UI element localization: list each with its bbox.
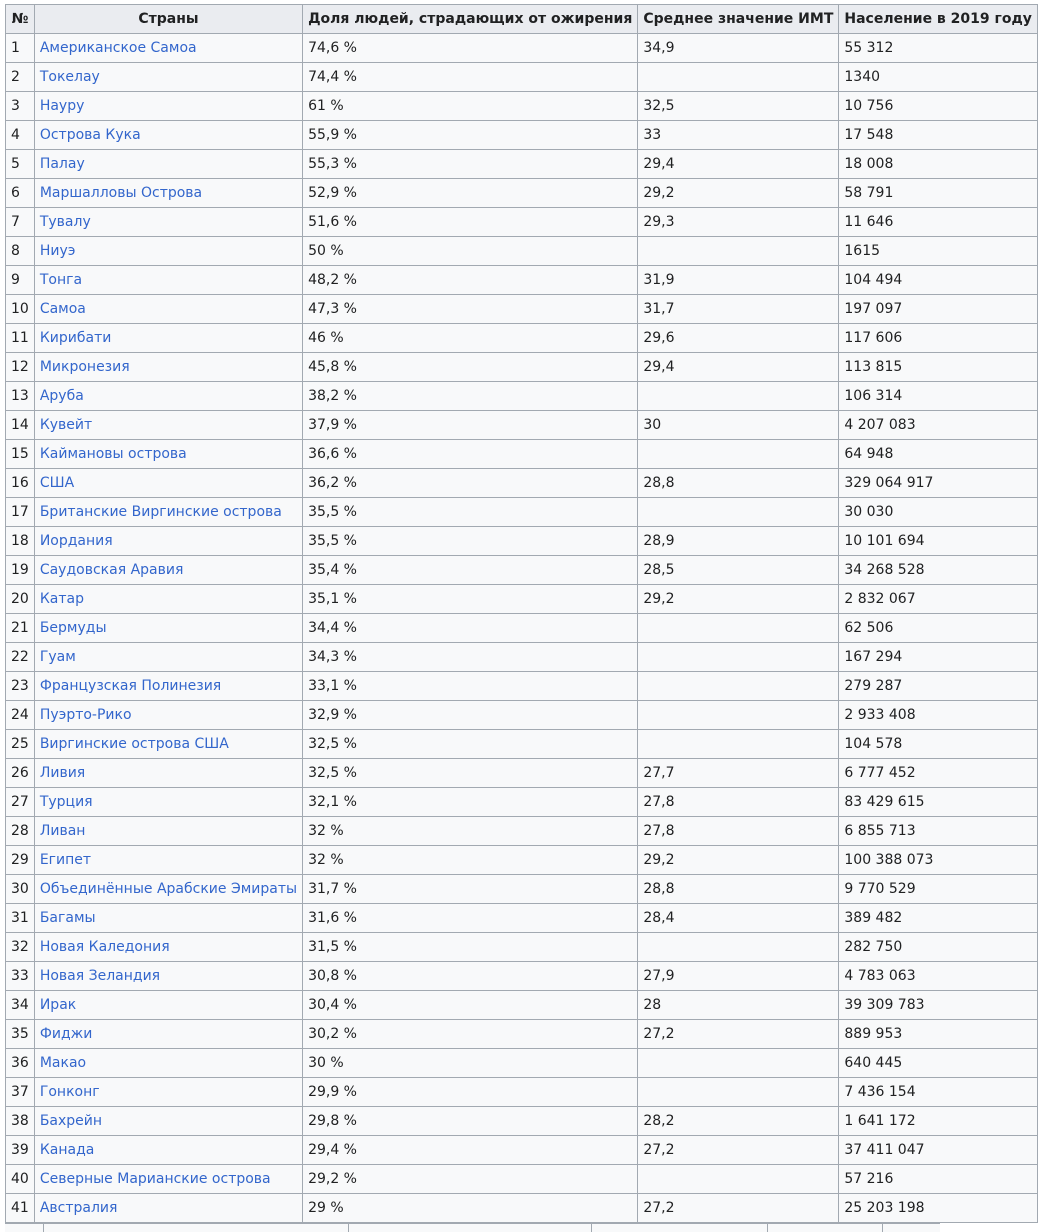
table-row xyxy=(6,1020,1038,1049)
population-cell: 167 294 xyxy=(839,643,1038,672)
country-cell xyxy=(34,875,302,904)
row-number: 34 xyxy=(6,991,35,1020)
table-row xyxy=(6,1165,1038,1194)
header-obesity-share[interactable]: Доля людей, страдающих от ожирения xyxy=(303,5,638,34)
population-cell: 889 953 xyxy=(839,1020,1038,1049)
table-row xyxy=(6,179,1038,208)
bmi-cell xyxy=(638,237,839,266)
row-number: 28 xyxy=(6,817,35,846)
table-row xyxy=(6,730,1038,759)
country-cell xyxy=(34,730,302,759)
row-number: 4 xyxy=(6,121,35,150)
country-link[interactable]: Аруба xyxy=(39,388,84,404)
bmi-cell: 27,8 xyxy=(638,817,839,846)
bmi-cell: 34,9 xyxy=(638,34,839,63)
row-number: 1 xyxy=(6,34,35,63)
obesity-share-cell: 29 % xyxy=(303,1194,638,1223)
country-link[interactable]: США xyxy=(39,475,75,491)
country-cell xyxy=(34,1136,302,1165)
obesity-share-cell: 52,9 % xyxy=(303,179,638,208)
population-cell: 4 207 083 xyxy=(839,411,1038,440)
bmi-cell: 27,2 xyxy=(638,1194,839,1223)
country-link[interactable]: Палау xyxy=(39,156,85,172)
country-link[interactable]: Австралия xyxy=(39,1200,118,1216)
bmi-cell: 28,9 xyxy=(638,527,839,556)
table-row xyxy=(6,498,1038,527)
population-cell: 197 097 xyxy=(839,295,1038,324)
obesity-share-cell: 51,6 % xyxy=(303,208,638,237)
country-link[interactable]: Маршалловы Острова xyxy=(39,185,203,201)
bmi-cell: 27,2 xyxy=(638,1020,839,1049)
country-link[interactable]: Объединённые Арабские Эмираты xyxy=(39,881,298,897)
population-cell: 2 933 408 xyxy=(839,701,1038,730)
population-cell: 9 770 529 xyxy=(839,875,1038,904)
row-number: 10 xyxy=(6,295,35,324)
bmi-cell xyxy=(638,63,839,92)
bmi-cell: 28,8 xyxy=(638,469,839,498)
country-cell xyxy=(34,1020,302,1049)
country-link[interactable]: Микронезия xyxy=(39,359,130,375)
table-row xyxy=(6,237,1038,266)
bmi-cell xyxy=(638,1165,839,1194)
obesity-share-cell: 30 % xyxy=(303,1049,638,1078)
country-link[interactable]: Британские Виргинские острова xyxy=(39,504,282,520)
table-row xyxy=(6,34,1038,63)
population-cell: 100 388 073 xyxy=(839,846,1038,875)
country-link[interactable]: Турция xyxy=(39,794,93,810)
obesity-share-cell: 36,6 % xyxy=(303,440,638,469)
obesity-share-cell: 32 % xyxy=(303,846,638,875)
country-link[interactable]: Токелау xyxy=(39,69,100,85)
row-number: 41 xyxy=(6,1194,35,1223)
bmi-cell xyxy=(638,1078,839,1107)
obesity-share-cell: 47,3 % xyxy=(303,295,638,324)
bmi-cell: 29,2 xyxy=(638,846,839,875)
country-cell xyxy=(34,150,302,179)
country-link[interactable]: Фиджи xyxy=(39,1026,93,1042)
row-number: 12 xyxy=(6,353,35,382)
population-cell: 58 791 xyxy=(839,179,1038,208)
country-cell xyxy=(34,817,302,846)
row-number: 19 xyxy=(6,556,35,585)
bmi-cell: 27,9 xyxy=(638,962,839,991)
population-cell: 113 815 xyxy=(839,353,1038,382)
country-link[interactable]: Канада xyxy=(39,1142,95,1158)
bmi-cell: 29,3 xyxy=(638,208,839,237)
obesity-share-cell: 35,5 % xyxy=(303,527,638,556)
country-link[interactable]: Науру xyxy=(39,98,85,114)
row-number: 29 xyxy=(6,846,35,875)
population-cell: 39 309 783 xyxy=(839,991,1038,1020)
country-cell xyxy=(34,469,302,498)
obesity-share-cell: 32,5 % xyxy=(303,759,638,788)
country-cell xyxy=(34,237,302,266)
header-country[interactable]: Страны xyxy=(34,5,302,34)
row-number: 21 xyxy=(6,614,35,643)
row-number: 26 xyxy=(6,759,35,788)
row-number: 35 xyxy=(6,1020,35,1049)
table-row xyxy=(6,556,1038,585)
population-cell: 64 948 xyxy=(839,440,1038,469)
population-cell: 25 203 198 xyxy=(839,1194,1038,1223)
table-row xyxy=(6,904,1038,933)
obesity-share-cell: 32 % xyxy=(303,817,638,846)
population-cell: 1340 xyxy=(839,63,1038,92)
country-cell xyxy=(34,63,302,92)
population-cell: 17 548 xyxy=(839,121,1038,150)
bmi-cell: 33 xyxy=(638,121,839,150)
row-number: 36 xyxy=(6,1049,35,1078)
population-cell: 4 783 063 xyxy=(839,962,1038,991)
row-number: 14 xyxy=(6,411,35,440)
bmi-cell xyxy=(638,701,839,730)
population-cell: 11 646 xyxy=(839,208,1038,237)
country-cell xyxy=(34,701,302,730)
table-row xyxy=(6,1194,1038,1223)
table-row xyxy=(6,962,1038,991)
table-row xyxy=(6,266,1038,295)
population-cell: 106 314 xyxy=(839,382,1038,411)
row-number: 15 xyxy=(6,440,35,469)
country-link[interactable]: Саудовская Аравия xyxy=(39,562,184,578)
row-number: 17 xyxy=(6,498,35,527)
bmi-cell: 31,7 xyxy=(638,295,839,324)
obesity-share-cell: 36,2 % xyxy=(303,469,638,498)
country-cell xyxy=(34,1078,302,1107)
bmi-cell xyxy=(638,933,839,962)
country-link[interactable]: Египет xyxy=(39,852,92,868)
obesity-share-cell: 32,1 % xyxy=(303,788,638,817)
obesity-share-cell: 55,9 % xyxy=(303,121,638,150)
bmi-cell xyxy=(638,643,839,672)
country-cell xyxy=(34,759,302,788)
bmi-cell: 29,2 xyxy=(638,585,839,614)
country-link[interactable]: Виргинские острова США xyxy=(39,736,229,752)
country-cell xyxy=(34,585,302,614)
population-cell: 2 832 067 xyxy=(839,585,1038,614)
bmi-cell: 28 xyxy=(638,991,839,1020)
obesity-share-cell: 30,4 % xyxy=(303,991,638,1020)
bmi-cell xyxy=(638,440,839,469)
obesity-share-cell: 45,8 % xyxy=(303,353,638,382)
country-cell xyxy=(34,527,302,556)
population-cell: 30 030 xyxy=(839,498,1038,527)
table-row xyxy=(6,208,1038,237)
country-cell xyxy=(34,991,302,1020)
bmi-cell xyxy=(638,672,839,701)
row-number: 11 xyxy=(6,324,35,353)
obesity-share-cell: 35,4 % xyxy=(303,556,638,585)
country-cell xyxy=(34,440,302,469)
population-cell: 640 445 xyxy=(839,1049,1038,1078)
row-number: 13 xyxy=(6,382,35,411)
country-cell xyxy=(34,1107,302,1136)
table-row xyxy=(6,63,1038,92)
row-number: 8 xyxy=(6,237,35,266)
bmi-cell xyxy=(638,498,839,527)
population-cell: 104 578 xyxy=(839,730,1038,759)
population-cell: 57 216 xyxy=(839,1165,1038,1194)
country-link[interactable]: Катар xyxy=(39,591,84,607)
country-link[interactable]: Ливан xyxy=(39,823,86,839)
row-number: 31 xyxy=(6,904,35,933)
obesity-share-cell: 29,2 % xyxy=(303,1165,638,1194)
bmi-cell xyxy=(638,1049,839,1078)
table-row xyxy=(6,875,1038,904)
country-link[interactable]: Новая Каледония xyxy=(39,939,170,955)
row-number: 39 xyxy=(6,1136,35,1165)
country-link[interactable]: Гонконг xyxy=(39,1084,100,1100)
country-cell xyxy=(34,34,302,63)
country-link[interactable]: Новая Зеландия xyxy=(39,968,161,984)
bmi-cell: 30 xyxy=(638,411,839,440)
population-cell: 329 064 917 xyxy=(839,469,1038,498)
row-number: 38 xyxy=(6,1107,35,1136)
population-cell: 18 008 xyxy=(839,150,1038,179)
country-cell xyxy=(34,208,302,237)
obesity-share-cell: 55,3 % xyxy=(303,150,638,179)
obesity-share-cell: 38,2 % xyxy=(303,382,638,411)
table-row xyxy=(6,150,1038,179)
country-link[interactable]: Тувалу xyxy=(39,214,91,230)
table-row xyxy=(6,440,1038,469)
bmi-cell: 27,8 xyxy=(638,788,839,817)
population-cell: 10 756 xyxy=(839,92,1038,121)
row-number: 32 xyxy=(6,933,35,962)
country-cell xyxy=(34,962,302,991)
population-cell: 389 482 xyxy=(839,904,1038,933)
obesity-share-cell: 46 % xyxy=(303,324,638,353)
bmi-cell: 31,9 xyxy=(638,266,839,295)
obesity-share-cell: 30,8 % xyxy=(303,962,638,991)
bmi-cell xyxy=(638,730,839,759)
country-cell xyxy=(34,353,302,382)
obesity-share-cell: 30,2 % xyxy=(303,1020,638,1049)
country-link[interactable]: Ливия xyxy=(39,765,86,781)
country-cell xyxy=(34,92,302,121)
country-link[interactable]: Северные Марианские острова xyxy=(39,1171,271,1187)
header-population[interactable]: Население в 2019 году xyxy=(839,5,1038,34)
bmi-cell: 28,2 xyxy=(638,1107,839,1136)
row-number: 6 xyxy=(6,179,35,208)
country-link[interactable]: Бермуды xyxy=(39,620,107,636)
obesity-share-cell: 34,4 % xyxy=(303,614,638,643)
country-link[interactable]: Гуам xyxy=(39,649,76,665)
row-number: 3 xyxy=(6,92,35,121)
table-row xyxy=(6,1078,1038,1107)
obesity-share-cell: 29,8 % xyxy=(303,1107,638,1136)
bmi-cell: 29,6 xyxy=(638,324,839,353)
table-row xyxy=(6,295,1038,324)
country-cell xyxy=(34,179,302,208)
row-number: 30 xyxy=(6,875,35,904)
bmi-cell xyxy=(638,614,839,643)
population-cell: 6 855 713 xyxy=(839,817,1038,846)
bmi-cell: 28,4 xyxy=(638,904,839,933)
country-cell xyxy=(34,788,302,817)
row-number: 27 xyxy=(6,788,35,817)
bmi-cell: 28,8 xyxy=(638,875,839,904)
bmi-cell xyxy=(638,382,839,411)
table-row xyxy=(6,759,1038,788)
row-number: 40 xyxy=(6,1165,35,1194)
obesity-share-cell: 50 % xyxy=(303,237,638,266)
population-cell: 7 436 154 xyxy=(839,1078,1038,1107)
country-link[interactable]: Каймановы острова xyxy=(39,446,187,462)
country-cell xyxy=(34,933,302,962)
population-cell: 10 101 694 xyxy=(839,527,1038,556)
bmi-cell: 28,5 xyxy=(638,556,839,585)
table-row xyxy=(6,585,1038,614)
population-cell: 1 641 172 xyxy=(839,1107,1038,1136)
country-cell xyxy=(34,382,302,411)
row-number: 22 xyxy=(6,643,35,672)
obesity-share-cell: 35,1 % xyxy=(303,585,638,614)
table-row xyxy=(6,991,1038,1020)
country-cell xyxy=(34,295,302,324)
bmi-cell: 27,2 xyxy=(638,1136,839,1165)
table-row xyxy=(6,817,1038,846)
table-row xyxy=(6,846,1038,875)
country-link[interactable]: Ниуэ xyxy=(39,243,76,259)
table-row xyxy=(6,643,1038,672)
country-link[interactable]: Иордания xyxy=(39,533,113,549)
table-row xyxy=(6,527,1038,556)
row-number: 2 xyxy=(6,63,35,92)
country-link[interactable]: Тонга xyxy=(39,272,83,288)
population-cell: 282 750 xyxy=(839,933,1038,962)
population-cell: 62 506 xyxy=(839,614,1038,643)
population-cell: 83 429 615 xyxy=(839,788,1038,817)
population-cell: 55 312 xyxy=(839,34,1038,63)
country-link[interactable]: Американское Самоа xyxy=(39,40,197,56)
country-link[interactable]: Пуэрто-Рико xyxy=(39,707,132,723)
country-cell xyxy=(34,672,302,701)
country-cell xyxy=(34,846,302,875)
row-number: 18 xyxy=(6,527,35,556)
population-cell: 117 606 xyxy=(839,324,1038,353)
country-cell xyxy=(34,411,302,440)
table-row xyxy=(6,933,1038,962)
table-row xyxy=(6,324,1038,353)
population-cell: 104 494 xyxy=(839,266,1038,295)
obesity-share-cell: 31,7 % xyxy=(303,875,638,904)
row-number: 16 xyxy=(6,469,35,498)
table-row xyxy=(6,382,1038,411)
table-row xyxy=(6,353,1038,382)
header-row xyxy=(6,5,1038,34)
bmi-cell: 27,7 xyxy=(638,759,839,788)
row-number: 37 xyxy=(6,1078,35,1107)
row-number: 25 xyxy=(6,730,35,759)
obesity-share-cell: 48,2 % xyxy=(303,266,638,295)
table-row xyxy=(6,788,1038,817)
table-row xyxy=(6,121,1038,150)
country-cell xyxy=(34,614,302,643)
obesity-share-cell: 32,9 % xyxy=(303,701,638,730)
obesity-share-cell: 74,4 % xyxy=(303,63,638,92)
country-link[interactable]: Французская Полинезия xyxy=(39,678,222,694)
table-row xyxy=(6,1107,1038,1136)
country-link[interactable]: Острова Кука xyxy=(39,127,141,143)
partial-next-row xyxy=(5,1223,940,1232)
country-cell xyxy=(34,643,302,672)
table-row xyxy=(6,614,1038,643)
obesity-share-cell: 31,6 % xyxy=(303,904,638,933)
country-cell xyxy=(34,1194,302,1223)
country-cell xyxy=(34,904,302,933)
population-cell: 34 268 528 xyxy=(839,556,1038,585)
table-row xyxy=(6,469,1038,498)
country-cell xyxy=(34,266,302,295)
bmi-cell: 29,2 xyxy=(638,179,839,208)
population-cell: 6 777 452 xyxy=(839,759,1038,788)
table-row xyxy=(6,411,1038,440)
country-link[interactable]: Кувейт xyxy=(39,417,93,433)
row-number: 5 xyxy=(6,150,35,179)
table-row xyxy=(6,672,1038,701)
population-cell: 37 411 047 xyxy=(839,1136,1038,1165)
row-number: 33 xyxy=(6,962,35,991)
obesity-share-cell: 32,5 % xyxy=(303,730,638,759)
row-number: 24 xyxy=(6,701,35,730)
obesity-share-cell: 37,9 % xyxy=(303,411,638,440)
table-row xyxy=(6,701,1038,730)
table-row xyxy=(6,1049,1038,1078)
bmi-cell: 29,4 xyxy=(638,150,839,179)
bmi-cell: 29,4 xyxy=(638,353,839,382)
header-bmi[interactable]: Среднее значение ИМТ xyxy=(638,5,839,34)
row-number: 7 xyxy=(6,208,35,237)
country-link[interactable]: Бахрейн xyxy=(39,1113,103,1129)
population-cell: 1615 xyxy=(839,237,1038,266)
country-cell xyxy=(34,556,302,585)
obesity-share-cell: 74,6 % xyxy=(303,34,638,63)
obesity-table xyxy=(5,4,1038,1223)
row-number: 20 xyxy=(6,585,35,614)
country-cell xyxy=(34,1049,302,1078)
table-row xyxy=(6,1136,1038,1165)
obesity-share-cell: 35,5 % xyxy=(303,498,638,527)
country-link[interactable]: Самоа xyxy=(39,301,86,317)
population-cell: 279 287 xyxy=(839,672,1038,701)
country-cell xyxy=(34,324,302,353)
row-number: 23 xyxy=(6,672,35,701)
table-body xyxy=(6,34,1038,1223)
obesity-share-cell: 61 % xyxy=(303,92,638,121)
obesity-share-cell: 33,1 % xyxy=(303,672,638,701)
obesity-share-cell: 34,3 % xyxy=(303,643,638,672)
country-cell xyxy=(34,498,302,527)
obesity-share-cell: 29,4 % xyxy=(303,1136,638,1165)
row-number: 9 xyxy=(6,266,35,295)
header-number[interactable]: № xyxy=(6,5,35,34)
obesity-share-cell: 31,5 % xyxy=(303,933,638,962)
country-link[interactable]: Багамы xyxy=(39,910,96,926)
country-cell xyxy=(34,121,302,150)
country-link[interactable]: Ирак xyxy=(39,997,77,1013)
country-link[interactable]: Макао xyxy=(39,1055,87,1071)
table-row xyxy=(6,92,1038,121)
obesity-share-cell: 29,9 % xyxy=(303,1078,638,1107)
country-link[interactable]: Кирибати xyxy=(39,330,112,346)
bmi-cell: 32,5 xyxy=(638,92,839,121)
country-cell xyxy=(34,1165,302,1194)
